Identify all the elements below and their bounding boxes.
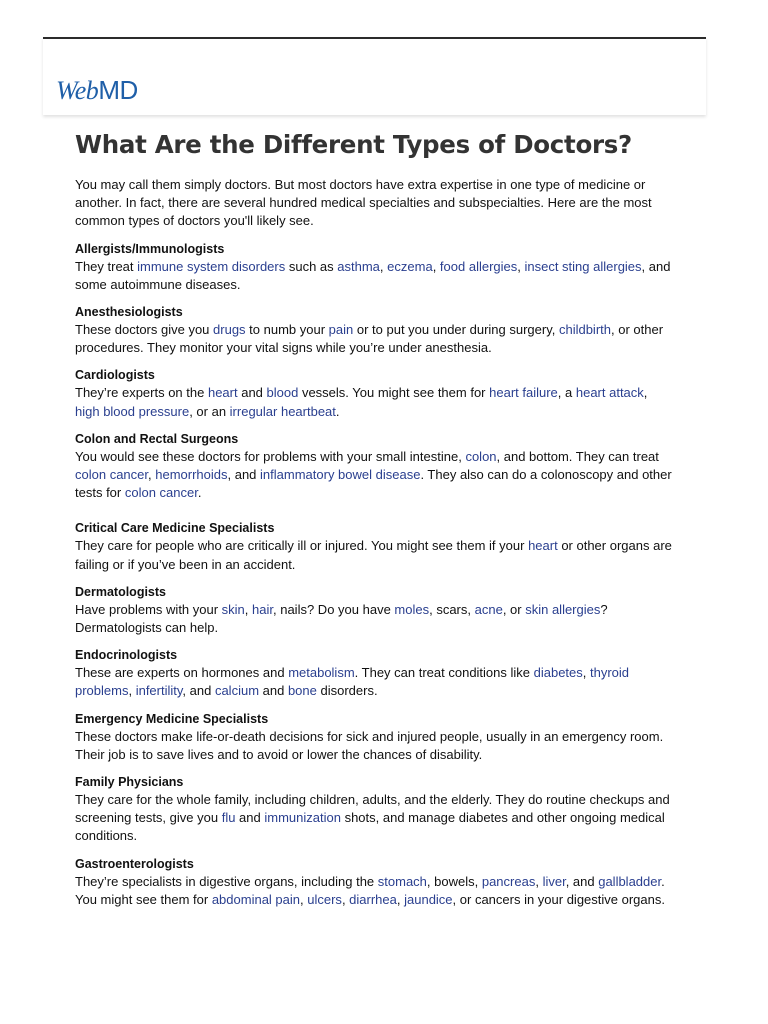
topic-link[interactable]: heart failure [489, 385, 558, 401]
topic-link[interactable]: heart attack [575, 385, 644, 401]
topic-link[interactable]: skin [221, 601, 245, 617]
specialty-heading: Gastroenterologists [75, 856, 194, 871]
topic-link[interactable]: liver [542, 873, 566, 889]
specialty-description: They treat immune system disorders such as asthma, eczema, food allergies, insect sting allergies, and some autoimmune diseases. [75, 258, 671, 292]
topic-link[interactable]: diabetes [533, 665, 583, 681]
specialty-description: Have problems with your skin, hair, nails? Do you have moles, scars, acne, or skin allergies? Dermatologists can help. [75, 601, 608, 636]
topic-link[interactable]: heart [528, 538, 558, 554]
specialty-description: These are experts on hormones and metabolism. They can treat conditions like diabetes, thyroid problems, infertility, and calcium and bone disorders. [75, 665, 630, 699]
specialty-heading: Cardiologists [75, 368, 155, 383]
topic-link[interactable]: food allergies [439, 258, 518, 274]
specialty-section [75, 367, 675, 420]
topic-link[interactable]: asthma [337, 258, 380, 274]
topic-link[interactable]: moles [394, 601, 430, 617]
specialty-heading: Anesthesiologists [75, 305, 183, 320]
topic-link[interactable]: metabolism [288, 665, 355, 681]
specialty-heading: Colon and Rectal Surgeons [75, 431, 239, 446]
specialty-description: These doctors give you drugs to numb your pain or to put you under during surgery, childbirth, or other procedures. They monitor your vital signs while you’re under anesthesia. [75, 322, 664, 356]
specialty-section [75, 711, 675, 764]
intro-paragraph: You may call them simply doctors. But most doctors have extra expertise in one type of medicine or another. In fact, there are several hundred medical specialties and subspecialties. Here are the most common types of doctors you'll likely see. [75, 177, 652, 229]
specialty-section [75, 856, 675, 909]
specialty-section [75, 647, 675, 700]
article [75, 128, 675, 909]
topic-link[interactable]: blood [266, 385, 299, 401]
topic-link[interactable]: drugs [213, 322, 246, 338]
specialty-section [75, 584, 675, 637]
specialty-description: They’re experts on the heart and blood vessels. You might see them for heart failure, a heart attack, high blood pressure, or an irregular heartbeat. [75, 385, 648, 419]
page-title: What Are the Different Types of Doctors? [75, 130, 632, 159]
topic-link[interactable]: acne [474, 601, 503, 617]
topic-link[interactable]: immune system disorders [137, 258, 286, 274]
topic-link[interactable]: ulcers [307, 891, 342, 907]
topic-link[interactable]: infertility [135, 683, 183, 699]
webmd-logo[interactable] [56, 77, 138, 104]
specialty-heading: Allergists/Immunologists [75, 241, 225, 256]
specialty-description: They care for people who are critically ill or injured. You might see them if your heart or other organs are failing or if you’ve been in an accident. [75, 538, 672, 572]
topic-link[interactable]: heart [207, 385, 238, 401]
topic-link[interactable]: jaundice [404, 891, 453, 907]
topic-link[interactable]: hemorrhoids [155, 467, 228, 483]
topic-link[interactable]: thyroid problems [75, 665, 630, 699]
topic-link[interactable]: irregular heartbeat [229, 403, 336, 419]
site-header [43, 37, 706, 115]
specialty-list [75, 241, 675, 909]
logo-md-text: MD [98, 75, 138, 105]
specialty-description: They’re specialists in digestive organs, including the stomach, bowels, pancreas, liver, and gallbladder. You might see them for abdominal pain, ulcers, diarrhea, jaundice, or cancers in your digestive organs. [75, 873, 665, 907]
specialty-section [75, 304, 675, 357]
topic-link[interactable]: insect sting allergies [524, 258, 642, 274]
topic-link[interactable]: immunization [264, 810, 341, 826]
specialty-section [75, 774, 675, 846]
topic-link[interactable]: bone [287, 683, 317, 699]
topic-link[interactable]: stomach [377, 873, 427, 889]
topic-link[interactable]: pain [328, 322, 354, 338]
topic-link[interactable]: high blood pressure [75, 403, 190, 419]
topic-link[interactable]: gallbladder [598, 873, 662, 889]
specialty-description: These doctors make life-or-death decisions for sick and injured people, usually in an emergency room. Their job is to save lives and to avoid or lower the chances of disability. [75, 728, 664, 762]
specialty-section [75, 431, 675, 503]
specialty-heading: Critical Care Medicine Specialists [75, 521, 275, 536]
topic-link[interactable]: colon [465, 448, 497, 464]
topic-link[interactable]: eczema [387, 258, 433, 274]
topic-link[interactable]: childbirth [558, 322, 611, 338]
specialty-heading: Dermatologists [75, 584, 166, 599]
topic-link[interactable]: flu [221, 810, 236, 826]
topic-link[interactable]: abdominal pain [211, 891, 301, 907]
topic-link[interactable]: skin allergies [525, 601, 601, 617]
specialty-heading: Endocrinologists [75, 648, 178, 663]
specialty-heading: Family Physicians [75, 775, 184, 790]
topic-link[interactable]: colon cancer [75, 467, 148, 483]
topic-link[interactable]: hair [252, 601, 273, 617]
specialty-description: You would see these doctors for problems with your small intestine, colon, and bottom. They can treat colon cancer, hemorrhoids, and inflammatory bowel disease. They also can do a colonoscopy and other tests for colon cancer. [75, 448, 672, 501]
logo-web-text: Web [56, 76, 99, 105]
specialty-section [75, 520, 675, 573]
topic-link[interactable]: inflammatory bowel disease [260, 467, 421, 483]
specialty-heading: Emergency Medicine Specialists [75, 711, 269, 726]
topic-link[interactable]: colon cancer [124, 485, 198, 501]
topic-link[interactable]: calcium [214, 683, 260, 699]
specialty-description: They care for the whole family, including children, adults, and the elderly. They do routine checkups and screening tests, give you flu and immunization shots, and manage diabetes and other ongoing medical conditions. [75, 792, 670, 844]
specialty-section [75, 241, 675, 294]
topic-link[interactable]: diarrhea [349, 891, 397, 907]
topic-link[interactable]: pancreas [481, 873, 536, 889]
